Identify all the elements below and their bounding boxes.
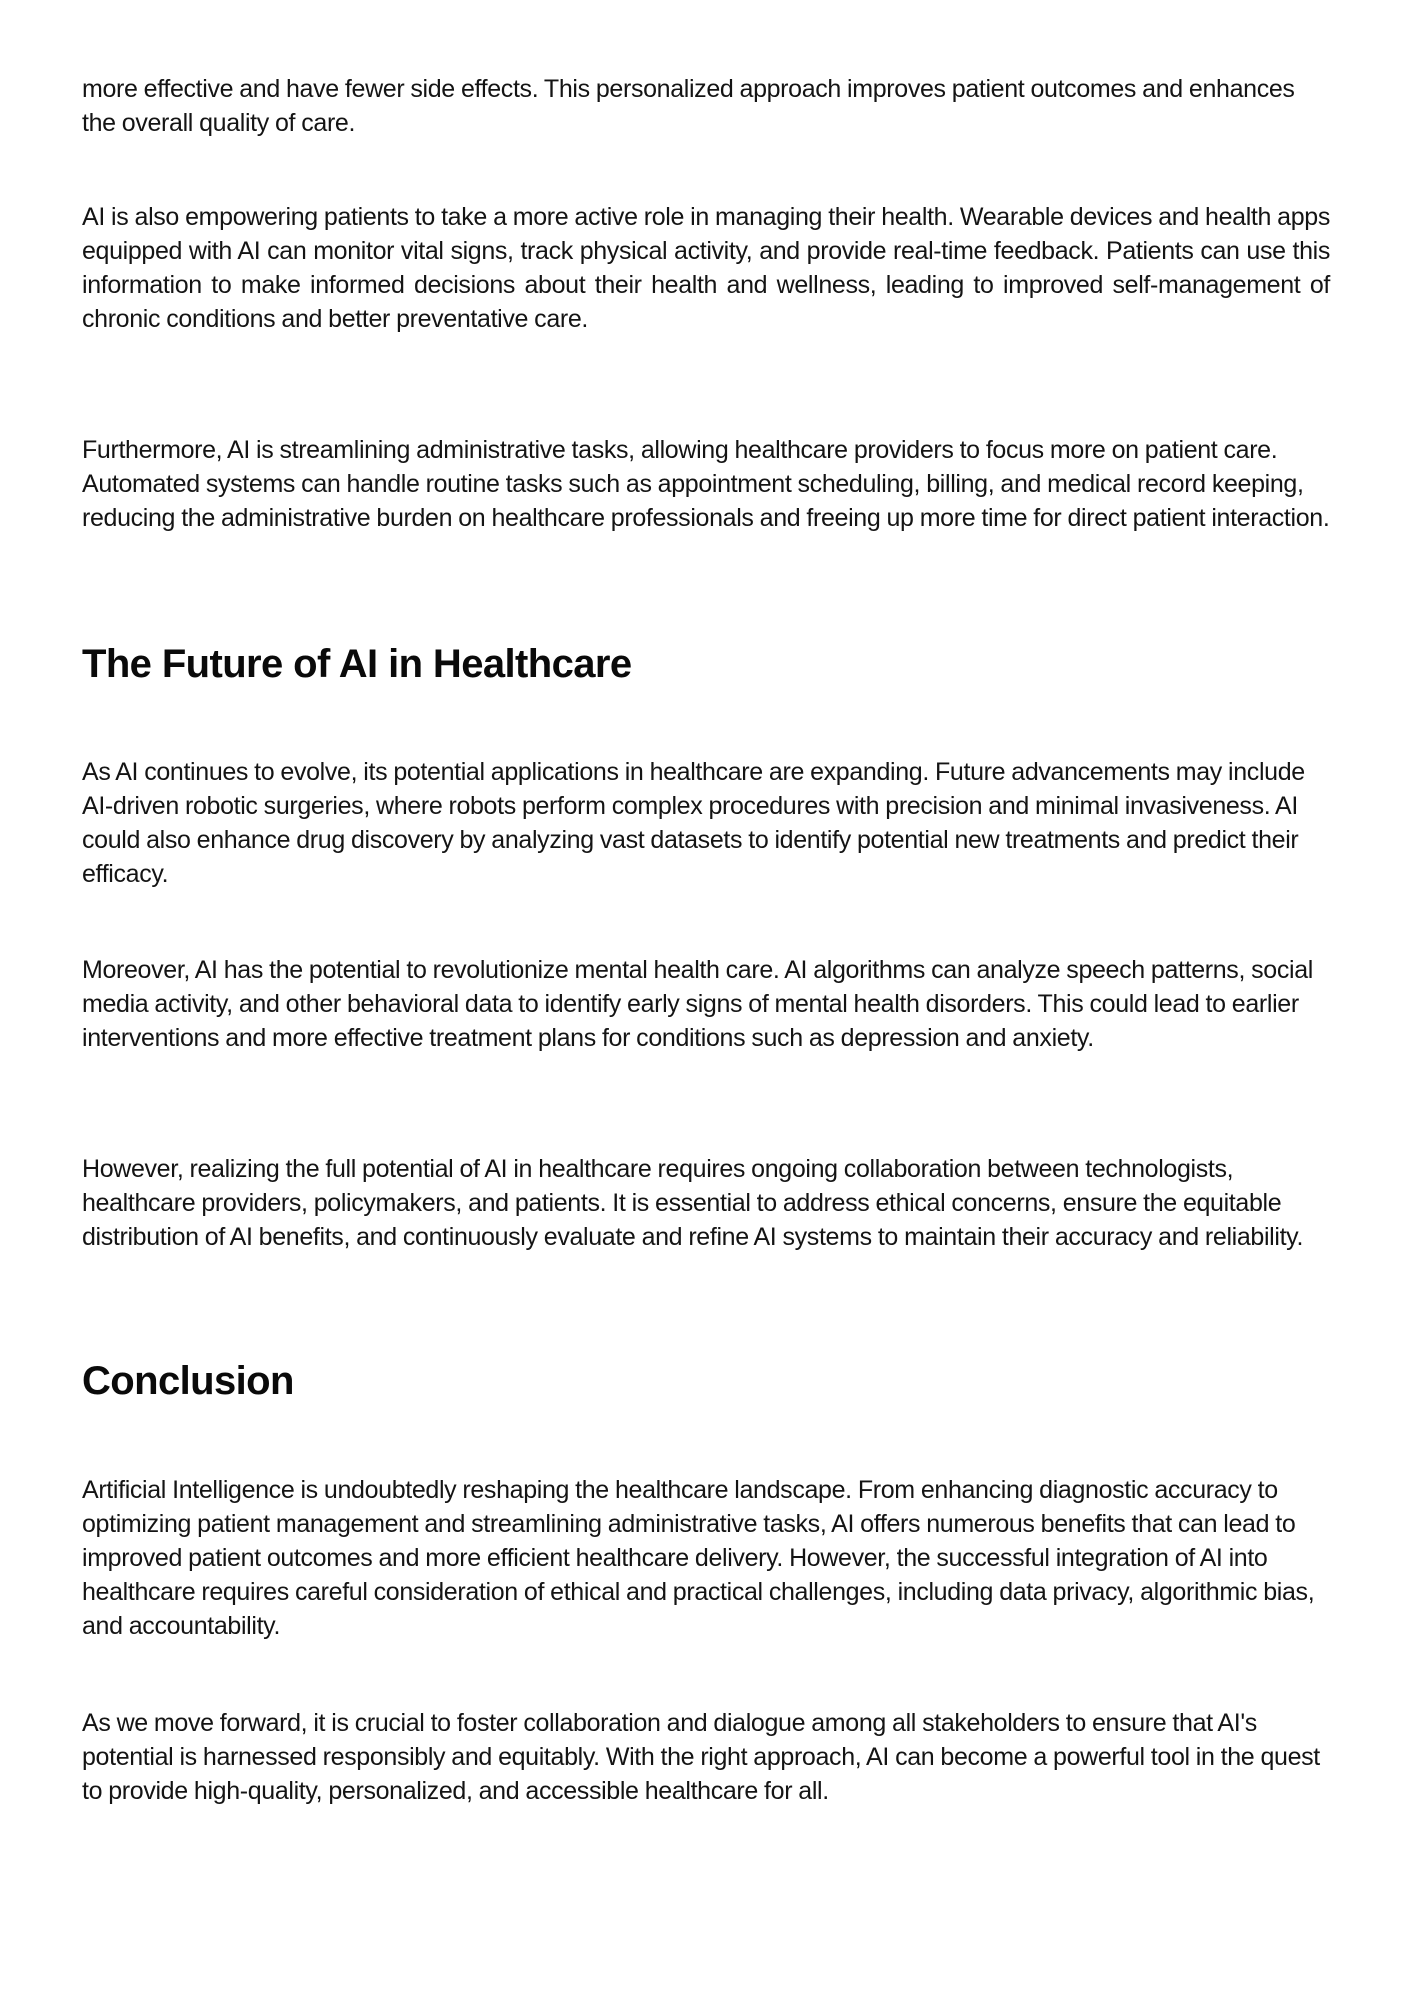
paragraph-administrative-tasks: Furthermore, AI is streamlining administrative tasks, allowing healthcare providers to focus more on patient care. Automated systems can handle routine tasks such as appointment scheduling, billing, and medical record keeping, reducing the administrative burden on healthcare professionals and freeing up more time for direct patient interaction.	[82, 436, 1330, 532]
paragraph-conclusion-summary: Artificial Intelligence is undoubtedly reshaping the healthcare landscape. From enhancing diagnostic accuracy to optimizing patient management and streamlining administrative tasks, AI offers numerous benefits that can lead to improved patient outcomes and more efficient healthcare delivery. However, the successful integration of AI into healthcare requires careful consideration of ethical and practical challenges, including data privacy, algorithmic bias, and accountability.	[82, 1476, 1315, 1640]
heading-future-of-ai: The Future of AI in Healthcare	[82, 642, 632, 686]
paragraph-mental-health: Moreover, AI has the potential to revolutionize mental health care. AI algorithms can analyze speech patterns, social media activity, and other behavioral data to identify early signs of mental health disorders. This could lead to earlier interventions and more effective treatment plans for conditions such as depression and anxiety.	[82, 956, 1313, 1052]
paragraph-collaboration-requirements: However, realizing the full potential of AI in healthcare requires ongoing collaboration between technologists, healthcare providers, policymakers, and patients. It is essential to address ethical concerns, ensure the equitable distribution of AI benefits, and continuously evaluate and refine AI systems to maintain their accuracy and reliability.	[82, 1155, 1304, 1251]
paragraph-patient-empowerment: AI is also empowering patients to take a more active role in managing their health. Wearable devices and health apps equipped with AI can monitor vital signs, track physical activity, and provide real-time feedback. Patients can use this information to make informed decisions about their health and wellness, leading to improved self-management of chronic conditions and better preventative care.	[82, 203, 1330, 333]
paragraph-personalized-care-continuation: more effective and have fewer side effects. This personalized approach improves patient outcomes and enhances the overall quality of care.	[82, 75, 1295, 137]
paragraph-future-applications: As AI continues to evolve, its potential applications in healthcare are expanding. Future advancements may include AI-driven robotic surgeries, where robots perform complex procedures with precision and minimal invasiveness. AI could also enhance drug discovery by analyzing vast datasets to identify potential new treatments and predict their efficacy.	[82, 758, 1305, 888]
paragraph-conclusion-forward: As we move forward, it is crucial to foster collaboration and dialogue among all stakeholders to ensure that AI's potential is harnessed responsibly and equitably. With the right approach, AI can become a powerful tool in the quest to provide high-quality, personalized, and accessible healthcare for all.	[82, 1709, 1320, 1805]
heading-conclusion: Conclusion	[82, 1359, 294, 1403]
